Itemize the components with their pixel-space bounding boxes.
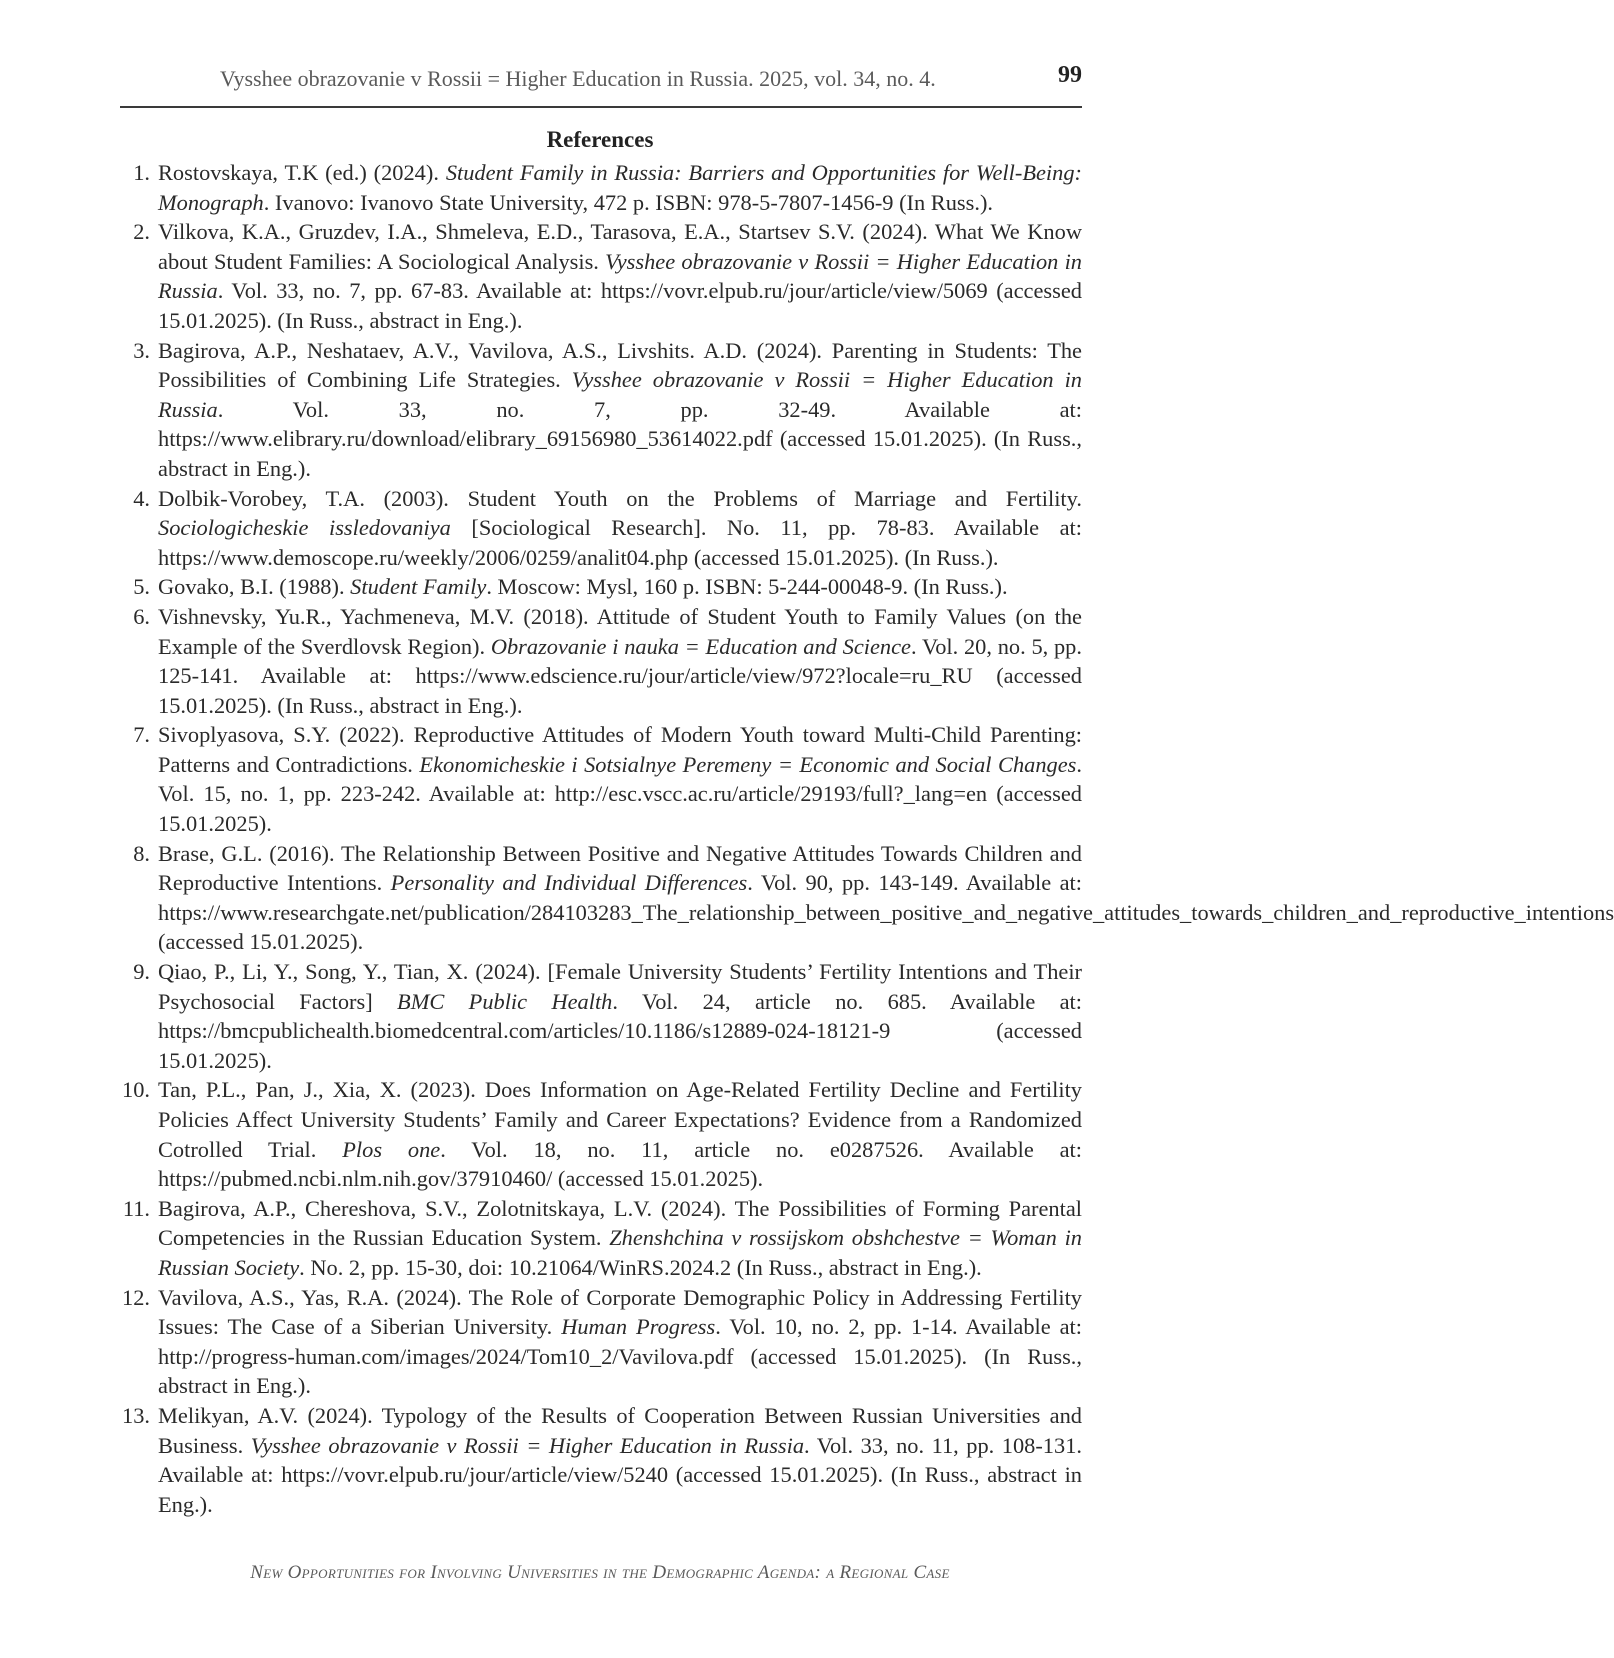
reference-text-segment: Qiao, P., Li, Y., Song, Y., Tian, X. (2024). [Female University Students’ Fertility Intentions and Their Psychosocial Factors]: [158, 959, 1082, 1014]
reference-source-title: Vysshee obrazovanie v Rossii = Higher Education in Russia: [158, 248, 1083, 304]
references-list: [120, 158, 1614, 1519]
reference-text: [158, 602, 1082, 720]
reference-text-segment: . Vol. 20, no. 5, pp. 125-141. Available at: https://www.edscience.ru/jour/article/view/972?locale=ru_RU (accessed 15.01.2025). (In Russ., abstract in Eng.).: [158, 633, 1082, 718]
reference-item: [120, 1401, 1082, 1519]
reference-source-title: Sociologicheskie issledovaniya: [158, 515, 451, 541]
reference-text-segment: Sivoplyasova, S.Y. (2022). Reproductive Attitudes of Modern Youth toward Multi-Child Parenting: Patterns and Contradictions.: [158, 722, 1082, 777]
reference-number: 4.: [133, 485, 150, 511]
reference-text: [158, 1283, 1082, 1401]
reference-text-segment: . Vol. 10, no. 2, pp. 1-14. Available at: http://progress-human.com/images/2024/Tom10_2/Vavilova.pdf (accessed 15.01.2025). (In Russ., abstract in Eng.).: [158, 1314, 1082, 1399]
page-number: 99: [1058, 62, 1082, 88]
reference-text: [158, 1401, 1082, 1519]
reference-text-segment: [Sociological Research]. No. 11, pp. 78-83. Available at: https://www.demoscope.ru/weekly/2006/0259/analit04.php (accessed 15.01.2025). (In Russ.).: [158, 515, 1082, 570]
reference-text-segment: Vavilova, A.S., Yas, R.A. (2024). The Role of Corporate Demographic Policy in Addressing Fertility Issues: The Case of a Siberian University.: [158, 1284, 1082, 1340]
reference-source-title: Human Progress: [561, 1314, 716, 1340]
reference-text: [158, 336, 1082, 484]
reference-text-segment: Bagirova, A.P., Neshataev, A.V., Vavilova, A.S., Livshits. A.D. (2024). Parenting in Students: The Possibilities of Combining Life Strategies.: [158, 337, 1082, 393]
reference-text-segment: . Vol. 33, no. 11, pp. 108-131. Available at: https://vovr.elpub.ru/jour/article/view/5240 (accessed 15.01.2025). (In Russ., abstract in Eng.).: [158, 1432, 1082, 1517]
reference-text-segment: Brase, G.L. (2016). The Relationship Between Positive and Negative Attitudes Towards Children and Reproductive Intentions.: [158, 840, 1082, 896]
reference-number: 3.: [133, 337, 150, 363]
reference-number: 1.: [133, 160, 150, 185]
reference-item: [120, 957, 1082, 1075]
reference-item: [120, 1283, 1082, 1401]
reference-text: [158, 217, 1082, 335]
reference-text-segment: . Ivanovo: Ivanovo State University, 472 p. ISBN: 978-5-7807-1456-9 (In Russ.).: [263, 189, 994, 215]
reference-text-segment: . Vol. 33, no. 7, pp. 32-49. Available at: https://www.elibrary.ru/download/elibrary_69156980_53614022.pdf (accessed 15.01.2025). (In Russ., abstract in Eng.).: [158, 396, 1082, 481]
reference-item: [120, 1194, 1082, 1283]
reference-text: [158, 720, 1082, 838]
reference-text: [158, 839, 1614, 957]
reference-source-title: Student Family in Russia: Barriers and Opportunities for Well-Being: Monograph: [158, 160, 1082, 215]
reference-item: [120, 720, 1082, 838]
reference-number: 7.: [133, 722, 150, 748]
reference-text-segment: Melikyan, A.V. (2024). Typology of the Results of Cooperation Between Russian Universities and Business.: [158, 1402, 1082, 1458]
reference-source-title: Obrazovanie i nauka = Education and Science: [490, 633, 911, 659]
reference-text: [158, 572, 1082, 602]
reference-item: [120, 1075, 1082, 1193]
reference-number: 6.: [133, 603, 150, 629]
reference-text-segment: . Vol. 33, no. 7, pp. 67-83. Available at: https://vovr.elpub.ru/jour/article/view/5069 (accessed 15.01.2025). (In Russ., abstract in Eng.).: [158, 278, 1082, 333]
running-head: Vysshee obrazovanie v Rossii = Higher Education in Russia. 2025, vol. 34, no. 4.: [220, 66, 936, 91]
reference-text-segment: . No. 2, pp. 15-30, doi: 10.21064/WinRS.2024.2 (In Russ., abstract in Eng.).: [299, 1254, 982, 1280]
reference-text-segment: Govako, B.I. (1988).: [158, 574, 351, 600]
reference-text-segment: . Moscow: Mysl, 160 p. ISBN: 5-244-00048-9. (In Russ.).: [486, 574, 1008, 600]
reference-number: 12.: [122, 1284, 150, 1310]
reference-number: 10.: [122, 1077, 150, 1103]
reference-text: [158, 957, 1082, 1075]
reference-source-title: Plos one: [342, 1136, 441, 1162]
reference-item: [120, 839, 1614, 957]
reference-item: [120, 158, 1082, 217]
reference-text: [158, 158, 1082, 217]
reference-text-segment: . Vol. 18, no. 11, article no. e0287526. Available at: https://pubmed.ncbi.nlm.nih.gov/37910460/ (accessed 15.01.2025).: [158, 1136, 1082, 1192]
reference-number: 13.: [122, 1402, 150, 1428]
reference-item: [120, 217, 1082, 335]
reference-source-title: Student Family: [350, 574, 487, 600]
reference-number: 2.: [133, 219, 150, 245]
reference-item: [120, 484, 1082, 573]
reference-source-title: Ekonomicheskie i Sotsialnye Peremeny = Economic and Social Changes: [419, 751, 1077, 777]
reference-text: [158, 1075, 1082, 1193]
reference-text-segment: . Vol. 90, pp. 143-149. Available at: https://www.researchgate.net/publication/284103283_The_relationship_between_positive_and_negative_attitudes_towards_children_and_reproductive_intentions (accessed 15.01.2025).: [158, 870, 1614, 955]
reference-text-segment: Tan, P.L., Pan, J., Xia, X. (2023). Does Information on Age-Related Fertility Decline and Fertility Policies Affect University Students’ Family and Career Expectations? Evidence from a Randomized Cotrolled Trial.: [158, 1077, 1082, 1162]
reference-text-segment: Bagirova, A.P., Chereshova, S.V., Zolotnitskaya, L.V. (2024). The Possibilities of Forming Parental Competencies in the Russian Education System.: [158, 1195, 1082, 1251]
reference-source-title: Personality and Individual Differences: [390, 870, 748, 896]
reference-source-title: Vysshee obrazovanie v Rossii = Higher Education in Russia: [158, 367, 1082, 422]
reference-item: [120, 336, 1082, 484]
reference-text: [158, 1194, 1082, 1283]
reference-source-title: Zhenshchina v rossijskom obshchestve = Woman in Russian Society: [158, 1225, 1082, 1280]
reference-number: 11.: [122, 1195, 150, 1221]
reference-text: [158, 484, 1082, 573]
reference-text-segment: . Vol. 24, article no. 685. Available at: https://bmcpublichealth.biomedcentral.com/articles/10.1186/s12889-024-18121-9 (accessed 15.01.2025).: [158, 988, 1082, 1073]
reference-text-segment: Vilkova, K.A., Gruzdev, I.A., Shmeleva, E.D., Tarasova, E.A., Startsev S.V. (2024). What We Know about Student Families: A Sociological Analysis.: [158, 219, 1082, 274]
reference-source-title: Vysshee obrazovanie v Rossii = Higher Education in Russia: [250, 1432, 805, 1458]
reference-text-segment: Vishnevsky, Yu.R., Yachmeneva, M.V. (2018). Attitude of Student Youth to Family Values (on the Example of the Sverdlovsk Region).: [158, 603, 1082, 659]
reference-item: [120, 602, 1082, 720]
page-header: [120, 60, 1082, 108]
page-footer: New Opportunities for Involving Universities in the Demographic Agenda: a Regional Case: [250, 1562, 950, 1583]
reference-source-title: BMC Public Health: [397, 988, 613, 1014]
reference-text-segment: Dolbik-Vorobey, T.A. (2003). Student Youth on the Problems of Marriage and Fertility.: [158, 485, 1082, 511]
reference-number: 5.: [133, 574, 150, 600]
reference-number: 8.: [133, 840, 150, 866]
reference-item: [120, 572, 1082, 602]
reference-text-segment: Rostovskaya, T.K (ed.) (2024).: [158, 160, 446, 185]
reference-number: 9.: [133, 959, 150, 985]
reference-text-segment: . Vol. 15, no. 1, pp. 223-242. Available at: http://esc.vscc.ac.ru/article/29193/full?_lang=en (accessed 15.01.2025).: [158, 751, 1082, 837]
section-title: References: [546, 127, 654, 152]
